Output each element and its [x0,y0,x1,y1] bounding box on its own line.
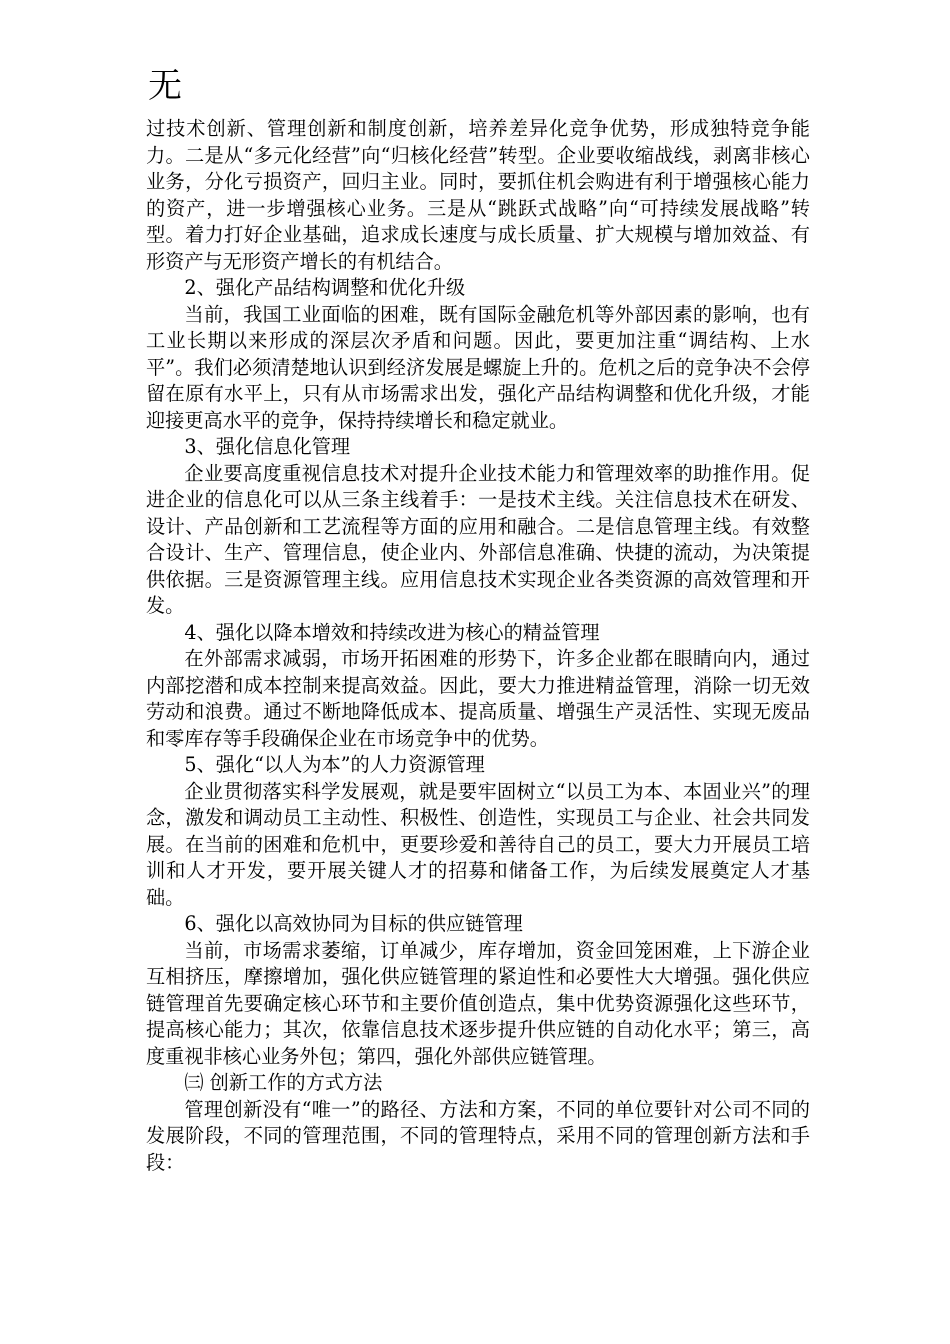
paragraph-5: 企业贯彻落实科学发展观，就是要牢固树立“以员工为本、本固业兴”的理念，激发和调动员工主动性、积极性、创造性，实现员工与企业、社会共同发展。在当前的困难和危机中，更要珍爱和善待自己的员工，要大力开展员工培训和人才开发，要开展关键人才的招募和储备工作，为后续发展奠定人才基础。 [146,779,810,909]
section-heading-5: 5、强化“以人为本”的人力资源管理 [184,753,485,776]
paragraph-6: 当前，市场需求萎缩，订单减少，库存增加，资金回笼困难，上下游企业互相挤压，摩擦增加，强化供应链管理的紧迫性和必要性大大增强。强化供应链管理首先要确定核心环节和主要价值创造点，集中优势资源强化这些环节，提高核心能力；其次，依靠信息技术逐步提升供应链的自动化水平；第三，高度重视非核心业务外包；第四，强化外部供应链管理。 [146,938,810,1068]
paragraph-continuation: 过技术创新、管理创新和制度创新，培养差异化竞争优势，形成独特竞争能力。二是从“多元化经营”向“归核化经营”转型。企业要收缩战线，剥离非核心业务，分化亏损资产，回归主业。同时，要抓住机会购进有利于增强核心能力的资产，进一步增强核心业务。三是从“跳跃式战略”向“可持续发展战略”转型。着力打好企业基础，追求成长速度与成长质量、扩大规模与增加效益、有形资产与无形资产增长的有机结合。 [146,117,810,273]
section-heading-4: 4、强化以降本增效和持续改进为核心的精益管理 [184,620,600,644]
section-heading-3: 3、强化信息化管理 [184,435,351,458]
page-header-title: 无 [148,66,182,106]
document-body [146,116,810,1176]
paragraph-2: 当前，我国工业面临的困难，既有国际金融危机等外部因素的影响，也有工业长期以来形成的深层次矛盾和问题。因此，要更加注重“调结构、上水平”。我们必须清楚地认识到经济发展是螺旋上升的。危机之后的竞争决不会停留在原有水平上，只有从市场需求出发，强化产品结构调整和优化升级，才能迎接更高水平的竞争，保持持续增长和稳定就业。 [146,302,810,432]
paragraph-3: 企业要高度重视信息技术对提升企业技术能力和管理效率的助推作用。促进企业的信息化可以从三条主线着手：一是技术主线。关注信息技术在研发、设计、产品创新和工艺流程等方面的应用和融合。二是信息管理主线。有效整合设计、生产、管理信息，使企业内、外部信息准确、快捷的流动，为决策提供依据。三是资源管理主线。应用信息技术实现企业各类资源的高效管理和开发。 [146,461,810,617]
section-heading-2: 2、强化产品结构调整和优化升级 [184,276,466,299]
section-heading-6: 6、强化以高效协同为目标的供应链管理 [184,912,523,935]
paragraph-methods: 管理创新没有“唯一”的路径、方法和方案，不同的单位要针对公司不同的发展阶段，不同的管理范围，不同的管理特点，采用不同的管理创新方法和手段： [146,1097,810,1174]
section-heading-3-methods: ㈢ 创新工作的方式方法 [184,1071,383,1094]
paragraph-4: 在外部需求减弱，市场开拓困难的形势下，许多企业都在眼睛向内，通过内部挖潜和成本控制来提高效益。因此，要大力推进精益管理，消除一切无效劳动和浪费。通过不断地降低成本、提高质量、增强生产灵活性、实现无废品和零库存等手段确保企业在市场竞争中的优势。 [146,647,810,750]
